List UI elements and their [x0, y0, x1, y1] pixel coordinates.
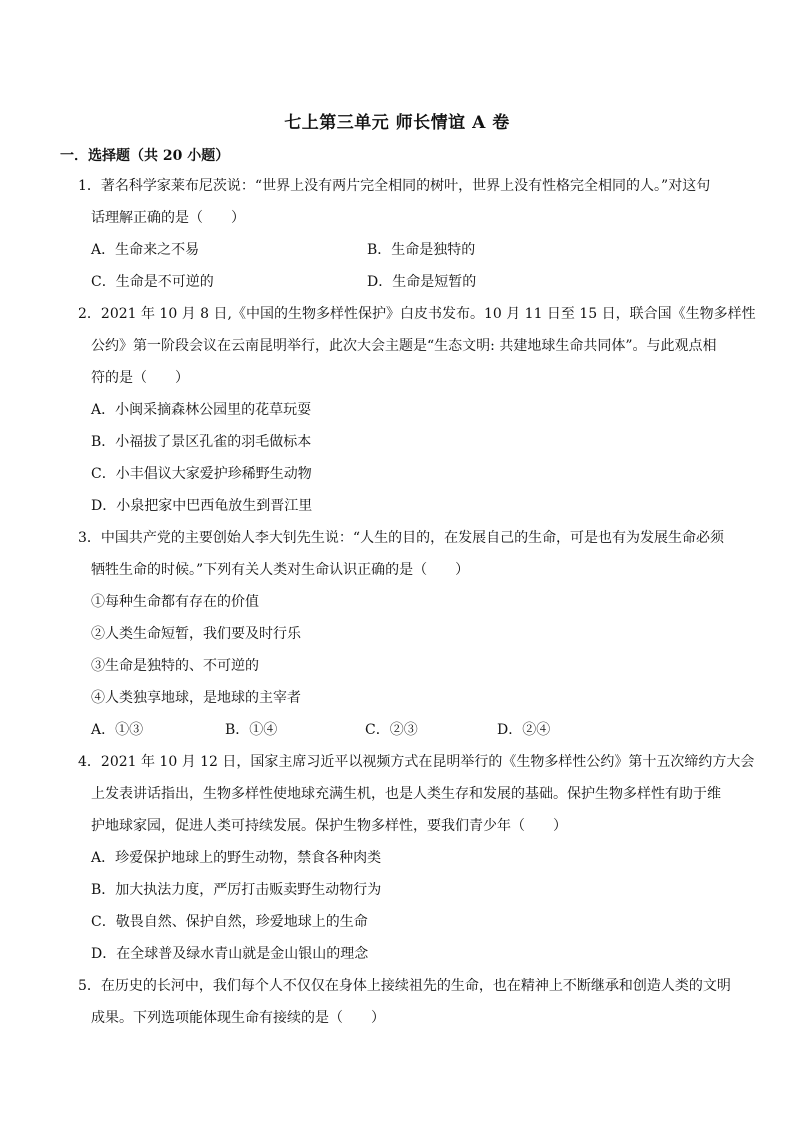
question-1-option-c: C．生命是不可逆的 [91, 274, 214, 290]
question-3-item-2: ②人类生命短暂，我们要及时行乐 [91, 626, 301, 642]
question-4-line-2: 上发表讲话指出，生物多样性使地球充满生机，也是人类生存和发展的基础。保护生物多样性有助于维 [91, 786, 721, 802]
question-3-option-a: A．①③ [91, 722, 144, 738]
question-2-option-b: B．小福拔了景区孔雀的羽毛做标本 [91, 434, 312, 450]
question-2-line-1: 2．2021 年 10 月 8 日,《中国的生物多样性保护》白皮书发布。10 月 11 日至 15 日，联合国《生物多样性 [78, 306, 756, 322]
question-4-option-b: B．加大执法力度，严厉打击贩卖野生动物行为 [91, 882, 382, 898]
question-4-option-c: C．敬畏自然、保护自然，珍爱地球上的生命 [91, 914, 368, 930]
question-2-line-3: 符的是（ ） [91, 370, 189, 386]
page-title: 七上第三单元 师长情谊 A 卷 [284, 113, 510, 133]
question-3-option-c: C．②③ [365, 722, 418, 738]
question-4-option-a: A．珍爱保护地球上的野生动物，禁食各种肉类 [91, 850, 382, 866]
question-1-option-b: B．生命是独特的 [367, 242, 476, 258]
question-3-line-2: 牺牲生命的时候。”下列有关人类对生命认识正确的是（ ） [91, 562, 470, 578]
question-5-line-2: 成果。下列选项能体现生命有接续的是（ ） [91, 1010, 385, 1026]
question-3-item-1: ①每种生命都有存在的价值 [91, 594, 259, 610]
question-3-item-3: ③生命是独特的、不可逆的 [91, 658, 259, 674]
question-4-line-1: 4．2021 年 10 月 12 日，国家主席习近平以视频方式在昆明举行的《生物多样性公约》第十五次缔约方大会 [78, 754, 755, 770]
question-4-line-3: 护地球家园，促进人类可持续发展。保护生物多样性，要我们青少年（ ） [91, 818, 567, 834]
question-3-option-d: D．②④ [497, 722, 551, 738]
question-3-option-b: B．①④ [225, 722, 278, 738]
question-1-line-1: 1．著名科学家莱布尼茨说：“世界上没有两片完全相同的树叶，世界上没有性格完全相同的人。”对这句 [78, 178, 711, 194]
question-2-option-a: A．小闽采摘森林公园里的花草玩耍 [91, 402, 312, 418]
question-1-option-a: A．生命来之不易 [91, 242, 200, 258]
question-3-item-4: ④人类独享地球，是地球的主宰者 [91, 690, 301, 706]
question-4-option-d: D．在全球普及绿水青山就是金山银山的理念 [91, 946, 369, 962]
section-heading: 一．选择题（共 20 小题） [60, 148, 230, 164]
question-5-line-1: 5．在历史的长河中，我们每个人不仅仅在身体上接续祖先的生命，也在精神上不断继承和创造人类的文明 [78, 978, 731, 994]
question-2-line-2: 公约》第一阶段会议在云南昆明举行，此次大会主题是“生态文明: 共建地球生命共同体”。与此观点相 [91, 338, 717, 354]
question-3-line-1: 3．中国共产党的主要创始人李大钊先生说：“人生的目的，在发展自己的生命，可是也有为发展生命必须 [78, 530, 725, 546]
question-1-option-d: D．生命是短暂的 [367, 274, 477, 290]
question-2-option-c: C．小丰倡议大家爱护珍稀野生动物 [91, 466, 312, 482]
question-1-line-2: 话理解正确的是（ ） [91, 210, 245, 226]
question-2-option-d: D．小泉把家中巴西龟放生到晋江里 [91, 498, 313, 514]
